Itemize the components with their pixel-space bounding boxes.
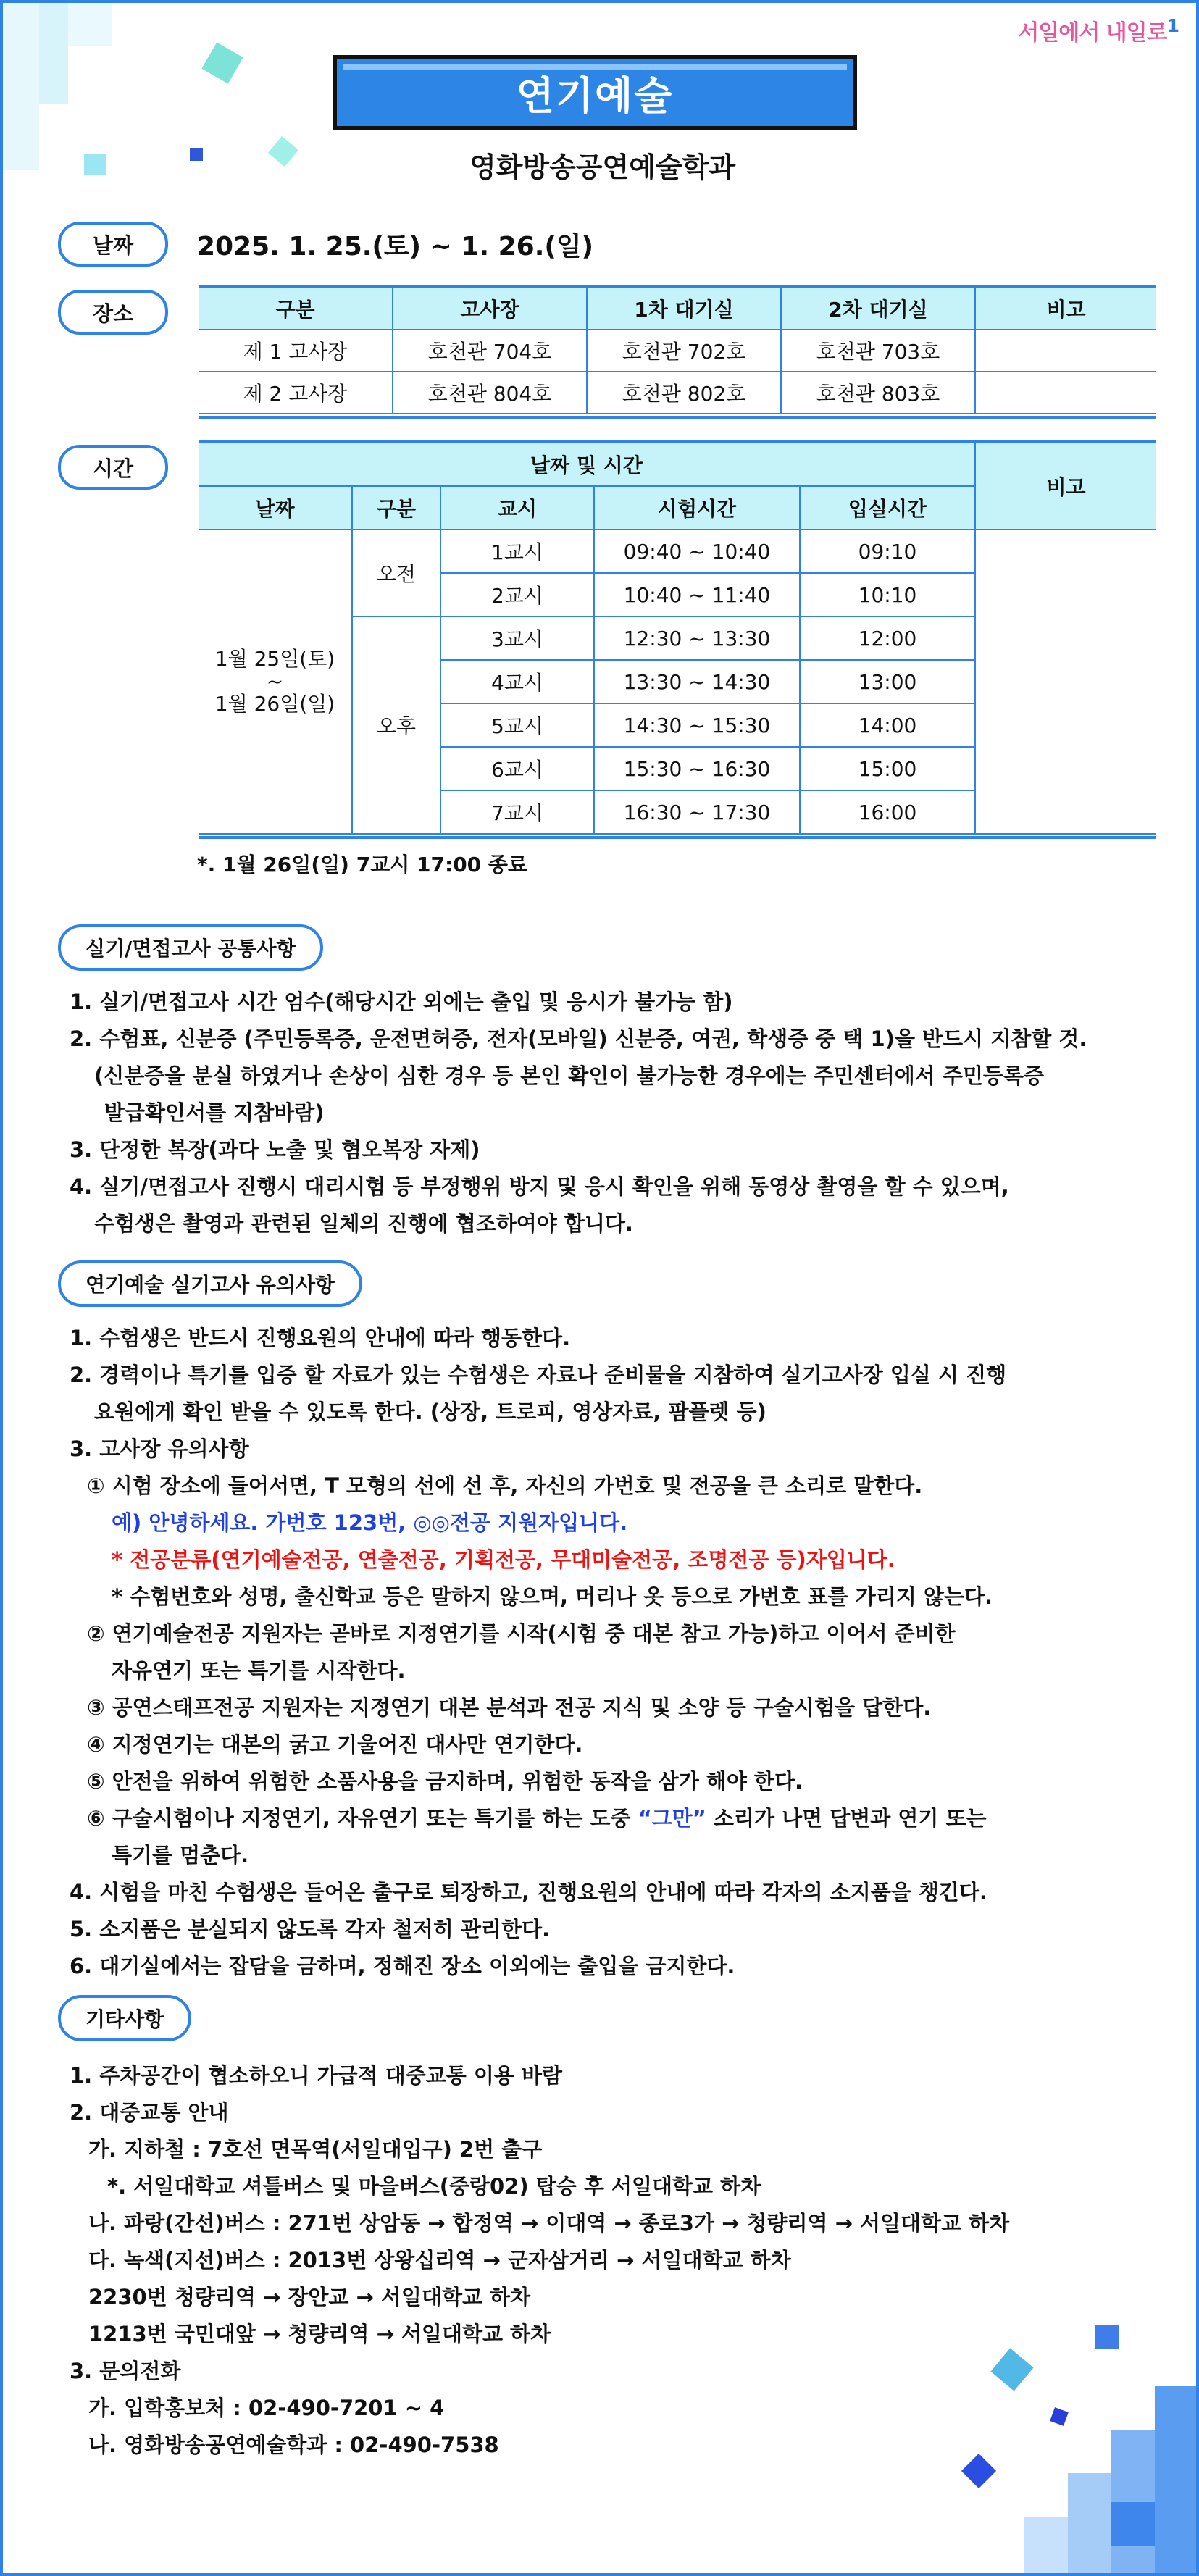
list-item: 2. 수험표, 신분증 (주민등록증, 운전면허증, 전자(모바일) 신분증, 여권, 학생증 중 택 1)을 반드시 지참할 것. — [70, 1026, 1087, 1051]
place-header: 1차 대기실 — [587, 288, 781, 330]
label-place: 장소 — [58, 290, 168, 335]
time-header: 입실시간 — [800, 486, 975, 530]
time-note-cell — [975, 530, 1156, 834]
list-item: 나. 파랑(간선)버스 : 271번 상암동 → 합정역 → 이대역 → 종로3가 → 청량리역 → 서일대학교 하차 — [88, 2211, 1010, 2236]
period-am: 오전 — [352, 530, 440, 616]
logo-mark: 1 — [1166, 15, 1179, 36]
table-row — [199, 330, 1156, 372]
list-item: ① 시험 장소에 들어서면, T 모형의 선에 선 후, 자신의 가번호 및 전공을 큰 소리로 말한다. — [87, 1473, 923, 1498]
period-pm: 오후 — [352, 616, 440, 834]
time-cell: 1교시 — [440, 530, 594, 573]
list-item: 3. 문의전화 — [70, 2359, 181, 2383]
list-item-text: 소리가 나면 답변과 연기 또는 — [706, 1806, 987, 1831]
table-rule — [199, 836, 1156, 839]
deco-square — [1155, 2386, 1199, 2576]
list-item: * 수험번호와 성명, 출신학교 등은 말하지 않으며, 머리나 옷 등으로 가번호 표를 가리지 않는다. — [112, 1584, 993, 1609]
list-item: 4. 실기/면접고사 진행시 대리시험 등 부정행위 방지 및 응시 확인을 위해 동영상 촬영을 할 수 있으며, — [70, 1174, 1009, 1199]
title-banner — [333, 55, 857, 130]
time-cell: 13:30 ~ 14:30 — [594, 660, 800, 703]
list-item: 1. 수험생은 반드시 진행요원의 안내에 따라 행동한다. — [70, 1326, 571, 1350]
place-cell: 호천관 803호 — [781, 372, 975, 414]
list-item: 가. 입학홍보처 : 02-490-7201 ~ 4 — [88, 2396, 445, 2420]
time-table — [199, 442, 1156, 835]
list-item-text: ⑥ 구술시험이나 지정연기, 자유연기 또는 특기를 하는 도중 — [87, 1806, 631, 1831]
time-cell: 4교시 — [440, 660, 594, 703]
example-line: 예) 안녕하세요. 가번호 123번, ◎◎전공 지원자입니다. — [112, 1510, 628, 1535]
time-cell: 10:10 — [800, 573, 975, 616]
list-item: 특기를 멈춘다. — [112, 1843, 249, 1868]
time-group-row — [199, 443, 1156, 486]
deco-square — [1050, 2407, 1069, 2426]
list-item: 가. 지하철 : 7호선 면목역(서일대입구) 2번 출구 — [88, 2137, 543, 2162]
place-cell: 제 1 고사장 — [199, 330, 393, 372]
place-table — [199, 287, 1156, 414]
deco-square — [1068, 2473, 1111, 2576]
time-cell: 16:30 ~ 17:30 — [594, 790, 800, 834]
section-etc-title: 기타사항 — [58, 1995, 191, 2041]
place-cell: 호천관 704호 — [393, 330, 587, 372]
place-header: 구분 — [199, 288, 393, 330]
page-title: 연기예술 — [516, 72, 674, 119]
list-item: 발급확인서를 지참바람) — [104, 1100, 325, 1125]
date-end: 1월 26일(일) — [214, 692, 335, 716]
list-item: 1. 실기/면접고사 시간 엄수(해당시간 외에는 출입 및 응시가 불가능 함) — [70, 990, 733, 1014]
time-cell: 5교시 — [440, 703, 594, 747]
list-item: 4. 시험을 마친 수험생은 들어온 출구로 퇴장하고, 진행요원의 안내에 따라 각자의 소지품을 챙긴다. — [70, 1880, 987, 1904]
place-cell: 제 2 고사장 — [199, 372, 393, 414]
list-item: ③ 공연스태프전공 지원자는 지정연기 대본 분석과 전공 지식 및 소양 등 구술시험을 답한다. — [87, 1695, 932, 1720]
list-item: 2. 대중교통 안내 — [70, 2100, 229, 2125]
list-item: 나. 영화방송공연예술학과 : 02-490-7538 — [88, 2433, 499, 2457]
place-cell: 호천관 802호 — [587, 372, 781, 414]
time-header: 구분 — [352, 486, 440, 530]
time-cell: 10:40 ~ 11:40 — [594, 573, 800, 616]
list-item — [70, 1800, 1006, 1837]
date-separator: ~ — [266, 669, 284, 693]
time-cell: 13:00 — [800, 660, 975, 703]
place-cell: 호천관 804호 — [393, 372, 587, 414]
list-item: (신분증을 분실 하였거나 손상이 심한 경우 등 본인 확인이 불가능한 경우에는 주민센터에서 주민등록증 — [94, 1063, 1044, 1088]
warning-line: * 전공분류(연기예술전공, 연출전공, 기획전공, 무대미술전공, 조명전공 등)자입니다. — [112, 1547, 895, 1572]
label-date: 날짜 — [58, 222, 168, 267]
etc-list — [70, 2057, 1009, 2464]
list-item: 1213번 국민대앞 → 청량리역 → 서일대학교 하차 — [88, 2322, 551, 2346]
table-rule — [199, 416, 1156, 419]
list-item: 2. 경력이나 특기를 입증 할 자료가 있는 수험생은 자료나 준비물을 지참하여 실기고사장 입실 시 진행 — [70, 1363, 1007, 1387]
time-cell: 12:30 ~ 13:30 — [594, 616, 800, 660]
time-cell: 15:30 ~ 16:30 — [594, 747, 800, 790]
list-item: ⑤ 안전을 위하여 위험한 소품사용을 금지하며, 위험한 동작을 삼가 해야 한다. — [87, 1769, 803, 1794]
time-cell: 15:00 — [800, 747, 975, 790]
table-row — [199, 372, 1156, 414]
deco-square — [201, 42, 243, 83]
place-header: 2차 대기실 — [781, 288, 975, 330]
time-cell: 09:40 ~ 10:40 — [594, 530, 800, 573]
time-group-header: 날짜 및 시간 — [199, 443, 975, 486]
exam-date: 2025. 1. 25.(토) ~ 1. 26.(일) — [197, 232, 594, 262]
common-list — [70, 984, 1087, 1242]
section-acting-title: 연기예술 실기고사 유의사항 — [58, 1260, 362, 1307]
time-cell: 6교시 — [440, 747, 594, 790]
place-cell — [975, 330, 1156, 372]
deco-square — [1095, 2325, 1119, 2349]
place-cell: 호천관 702호 — [587, 330, 781, 372]
time-cell: 09:10 — [800, 530, 975, 573]
place-cell: 호천관 703호 — [781, 330, 975, 372]
list-item: 3. 단정한 복장(과다 노출 및 혐오복장 자제) — [70, 1137, 480, 1162]
list-item: 2230번 청량리역 → 장안교 → 서일대학교 하차 — [88, 2285, 531, 2309]
time-cell: 7교시 — [440, 790, 594, 834]
time-cell: 2교시 — [440, 573, 594, 616]
list-item: 1. 주차공간이 협소하오니 가급적 대중교통 이용 바람 — [70, 2063, 563, 2088]
time-header: 교시 — [440, 486, 594, 530]
label-time: 시간 — [58, 445, 168, 490]
department-subtitle: 영화방송공연예술학과 — [469, 151, 736, 183]
list-item: 6. 대기실에서는 잡담을 금하며, 정해진 장소 이외에는 출입을 금지한다. — [70, 1954, 735, 1978]
deco-square — [68, 3, 112, 46]
list-item: 3. 고사장 유의사항 — [70, 1437, 249, 1461]
deco-square — [1111, 2502, 1155, 2546]
logo-text: 서일에서 내일로 — [1018, 20, 1167, 46]
time-cell: 3교시 — [440, 616, 594, 660]
place-header: 고사장 — [393, 288, 587, 330]
time-footnote: *. 1월 26일(일) 7교시 17:00 종료 — [197, 853, 528, 877]
section-common-title: 실기/면접고사 공통사항 — [58, 924, 323, 971]
place-header: 비고 — [975, 288, 1156, 330]
acting-list — [70, 1320, 1006, 1985]
list-item: ② 연기예술전공 지원자는 곧바로 지정연기를 시작(시험 중 대본 참고 가능)하고 이어서 준비한 — [87, 1621, 956, 1646]
place-header-row — [199, 288, 1156, 330]
time-cell: 16:00 — [800, 790, 975, 834]
time-header: 날짜 — [199, 486, 352, 530]
time-cell: 14:00 — [800, 703, 975, 747]
date-range-cell — [199, 530, 352, 834]
list-item: 5. 소지품은 분실되지 않도록 각자 철저히 관리한다. — [70, 1917, 551, 1941]
list-item: ④ 지정연기는 대본의 굵고 기울어진 대사만 연기한다. — [87, 1732, 583, 1757]
list-item: 수험생은 촬영과 관련된 일체의 진행에 협조하여야 합니다. — [94, 1211, 633, 1236]
time-cell: 14:30 ~ 15:30 — [594, 703, 800, 747]
time-note-header: 비고 — [975, 443, 1156, 530]
time-header: 시험시간 — [594, 486, 800, 530]
time-cell: 12:00 — [800, 616, 975, 660]
list-item: 다. 녹색(지선)버스 : 2013번 상왕십리역 → 군자삼거리 → 서일대학교 하차 — [88, 2248, 791, 2272]
date-start: 1월 25일(토) — [214, 647, 335, 671]
list-item: 요원에게 확인 받을 수 있도록 한다. (상장, 트로피, 영상자료, 팜플렛 등) — [94, 1400, 766, 1424]
list-item: 자유연기 또는 특기를 시작한다. — [112, 1658, 406, 1683]
brand-logo — [1018, 14, 1179, 46]
table-row — [199, 530, 1156, 573]
list-item: *. 서일대학교 셔틀버스 및 마을버스(중랑02) 탑승 후 서일대학교 하차 — [107, 2174, 761, 2199]
place-cell — [975, 372, 1156, 414]
deco-square — [1024, 2517, 1068, 2576]
stop-keyword: “그만” — [638, 1806, 706, 1831]
